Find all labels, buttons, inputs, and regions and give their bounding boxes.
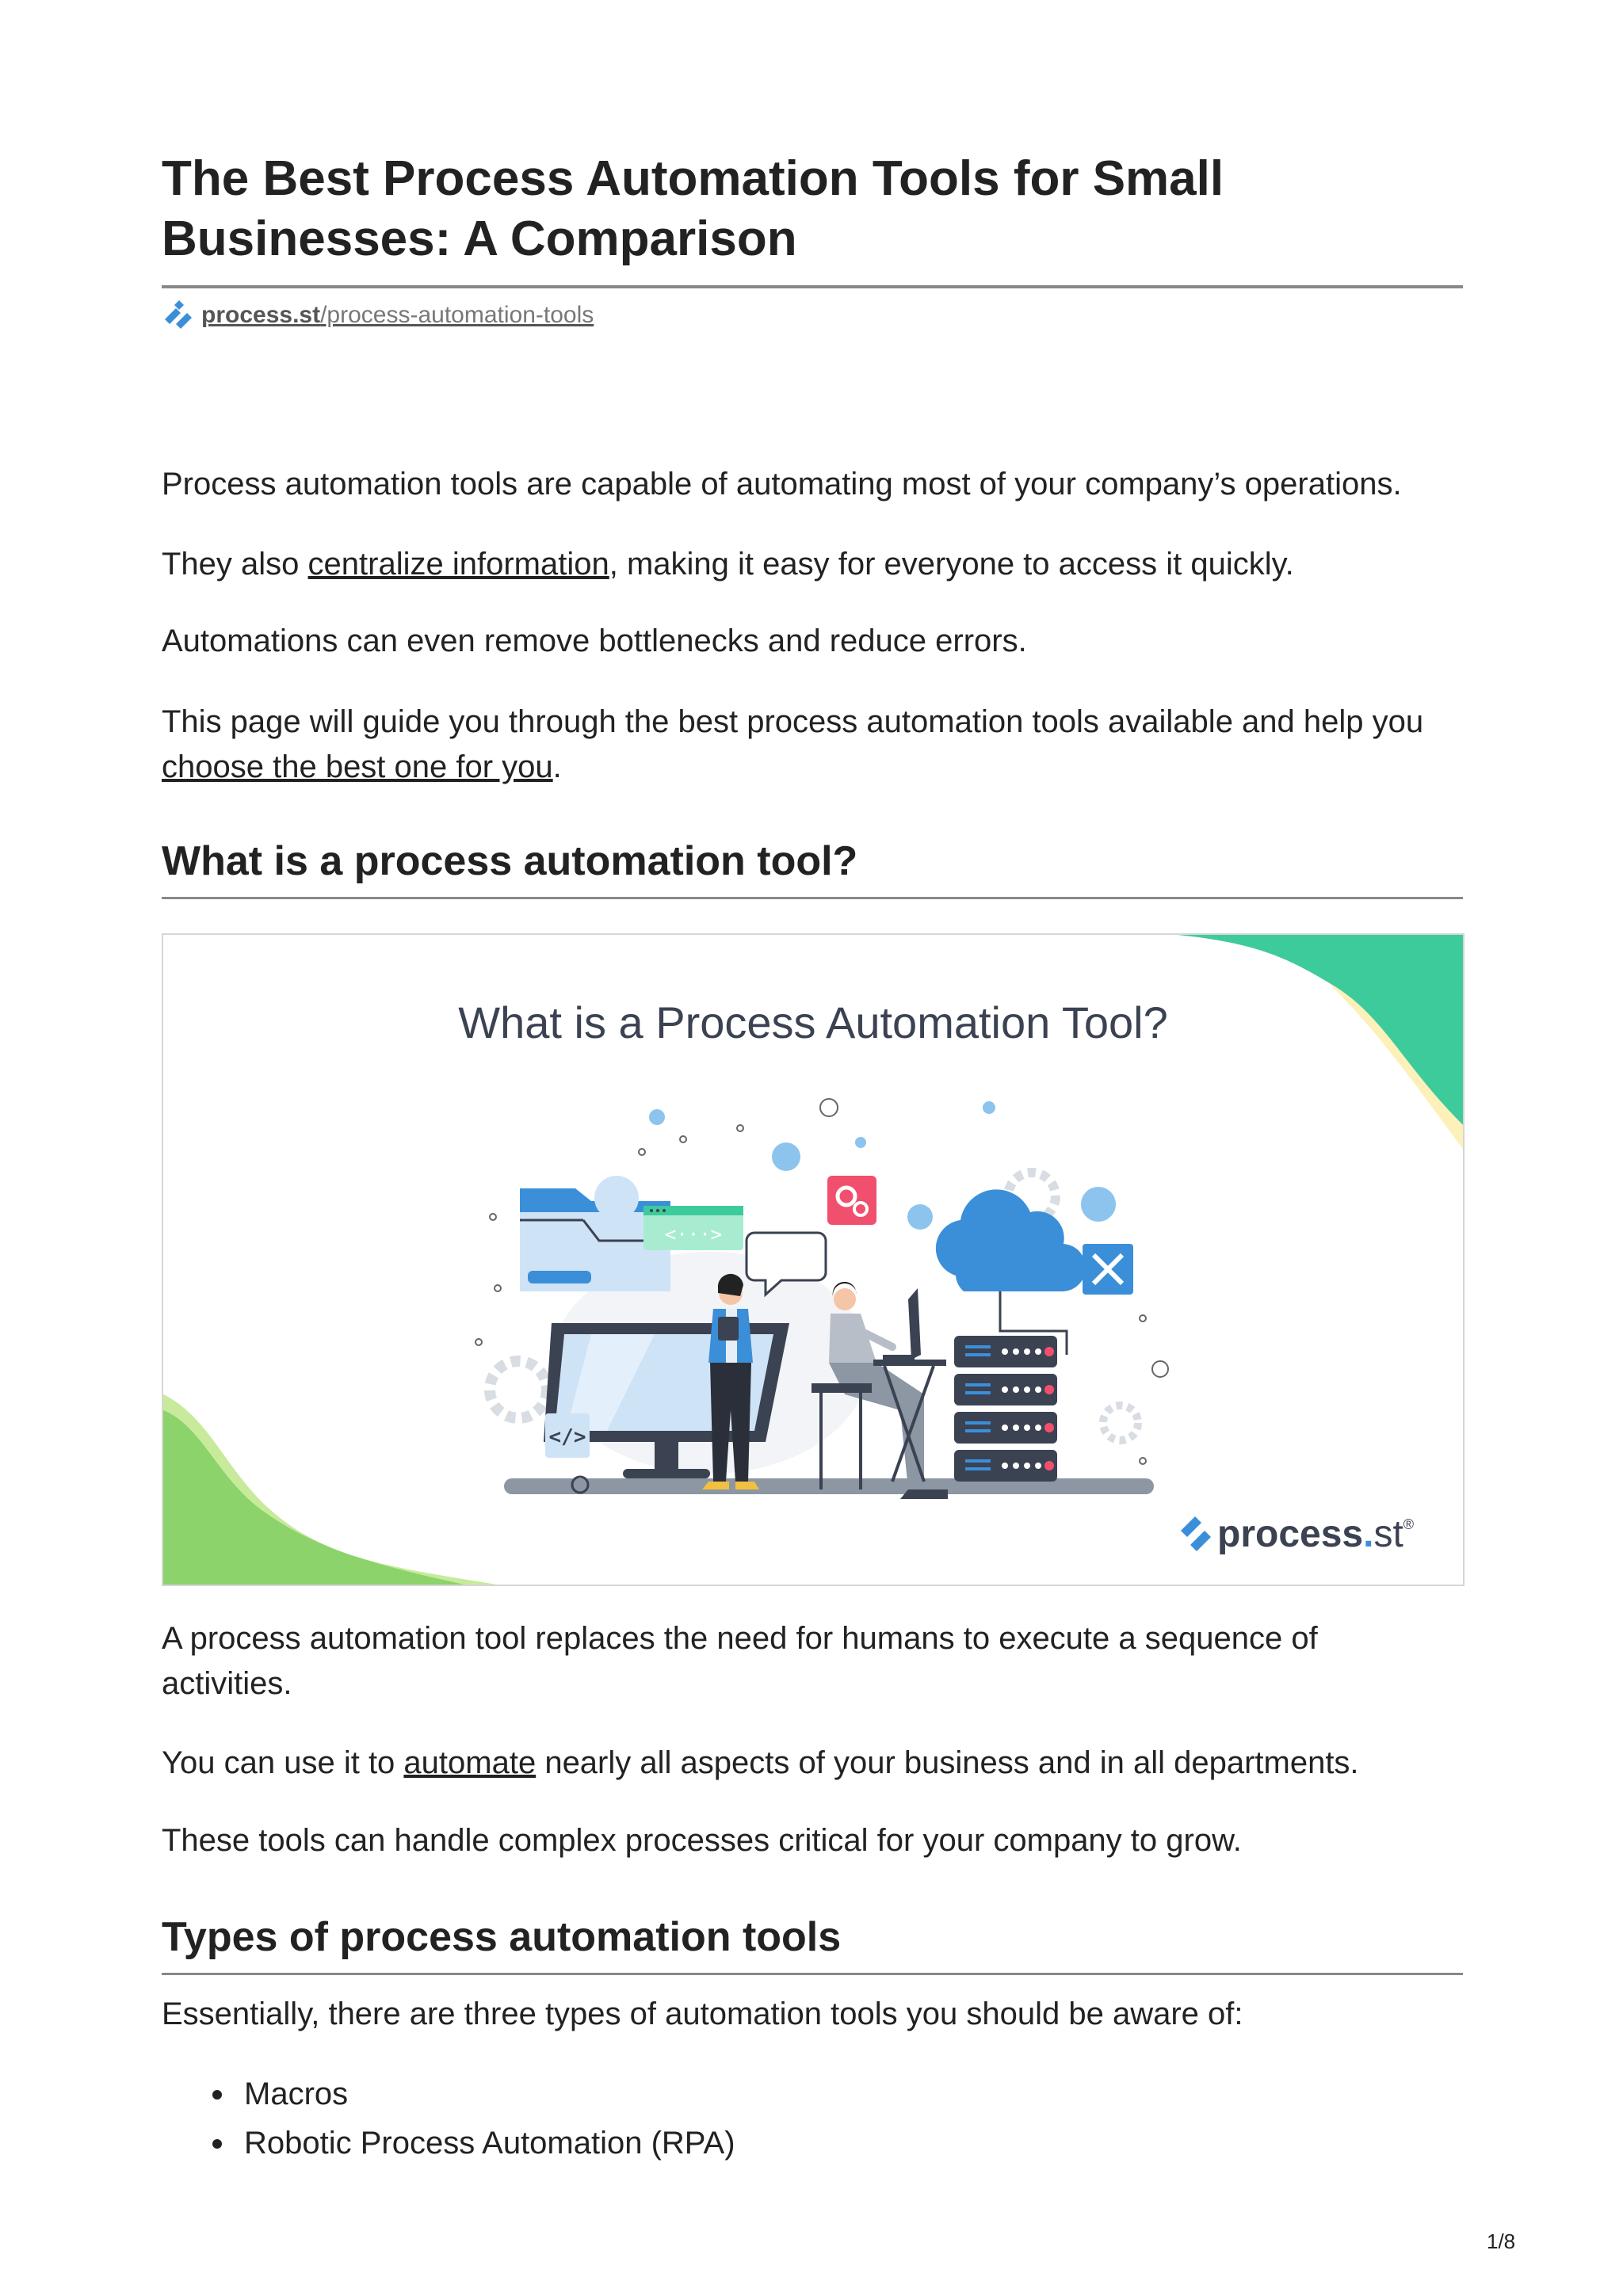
list-item: Robotic Process Automation (RPA) (244, 2119, 735, 2168)
section-divider-2 (162, 1973, 1463, 1975)
section-heading-types: Types of process automation tools (162, 1914, 842, 1960)
page-number: 1/8 (1487, 2229, 1516, 2253)
section2-paragraph-1: Essentially, there are three types of automation tools you should be aware of: (162, 1997, 1243, 2031)
source-link-row (162, 299, 594, 331)
figure-brand-wordmark (1217, 1513, 1414, 1555)
code-tag-label: </> (548, 1425, 586, 1449)
process-st-logo-icon (162, 299, 195, 332)
section1-p2-text-start: You can use it to (162, 1745, 404, 1780)
figure-brand-suffix: st (1373, 1513, 1403, 1555)
code-chip-label: <···> (664, 1223, 723, 1245)
figure-brand-registered-mark: ® (1403, 1516, 1415, 1532)
figure-brand-dot: . (1363, 1513, 1374, 1555)
automation-types-list (162, 2069, 735, 2168)
title-divider (162, 285, 1463, 288)
intro-paragraph-1: Process automation tools are capable of automating most of your company’s operations. (162, 467, 1402, 502)
section1-paragraph-3: These tools can handle complex processes critical for your company to grow. (162, 1823, 1242, 1858)
section-heading-what-is: What is a process automation tool? (162, 838, 858, 884)
figure-brand-logo-icon (1181, 1516, 1211, 1551)
section1-p2-text-end: nearly all aspects of your business and in all departments. (536, 1745, 1359, 1780)
intro-p4-text-end: . (552, 749, 562, 784)
figure-illustration (162, 933, 1465, 1586)
section1-paragraph-1: A process automation tool replaces the need for humans to execute a sequence of activities. (162, 1621, 1318, 1701)
section-divider-1 (162, 897, 1463, 899)
source-domain: process.st (201, 302, 321, 328)
centralize-information-link[interactable]: centralize information (307, 547, 609, 582)
article-title: The Best Process Automation Tools for Small Businesses: A Comparison (162, 151, 1224, 266)
figure-brand-name: process (1217, 1513, 1364, 1555)
intro-p2-text-end: , making it easy for everyone to access it quickly. (609, 547, 1294, 582)
source-link[interactable] (201, 302, 594, 329)
section1-paragraph-2 (162, 1741, 1463, 1786)
intro-p4-text-start: This page will guide you through the best process automation tools available and help you (162, 704, 1424, 739)
intro-p2-text-start: They also (162, 547, 308, 582)
source-path: /process-automation-tools (320, 302, 594, 328)
intro-paragraph-2 (162, 542, 1463, 587)
choose-best-link[interactable]: choose the best one for you (162, 749, 553, 784)
automate-link[interactable]: automate (403, 1745, 537, 1780)
figure-title: What is a Process Automation Tool? (458, 997, 1168, 1047)
intro-paragraph-4 (162, 700, 1445, 790)
list-item: Macros (244, 2069, 735, 2119)
automation-illustration (163, 935, 1463, 1585)
intro-paragraph-3: Automations can even remove bottlenecks and reduce errors. (162, 624, 1027, 658)
